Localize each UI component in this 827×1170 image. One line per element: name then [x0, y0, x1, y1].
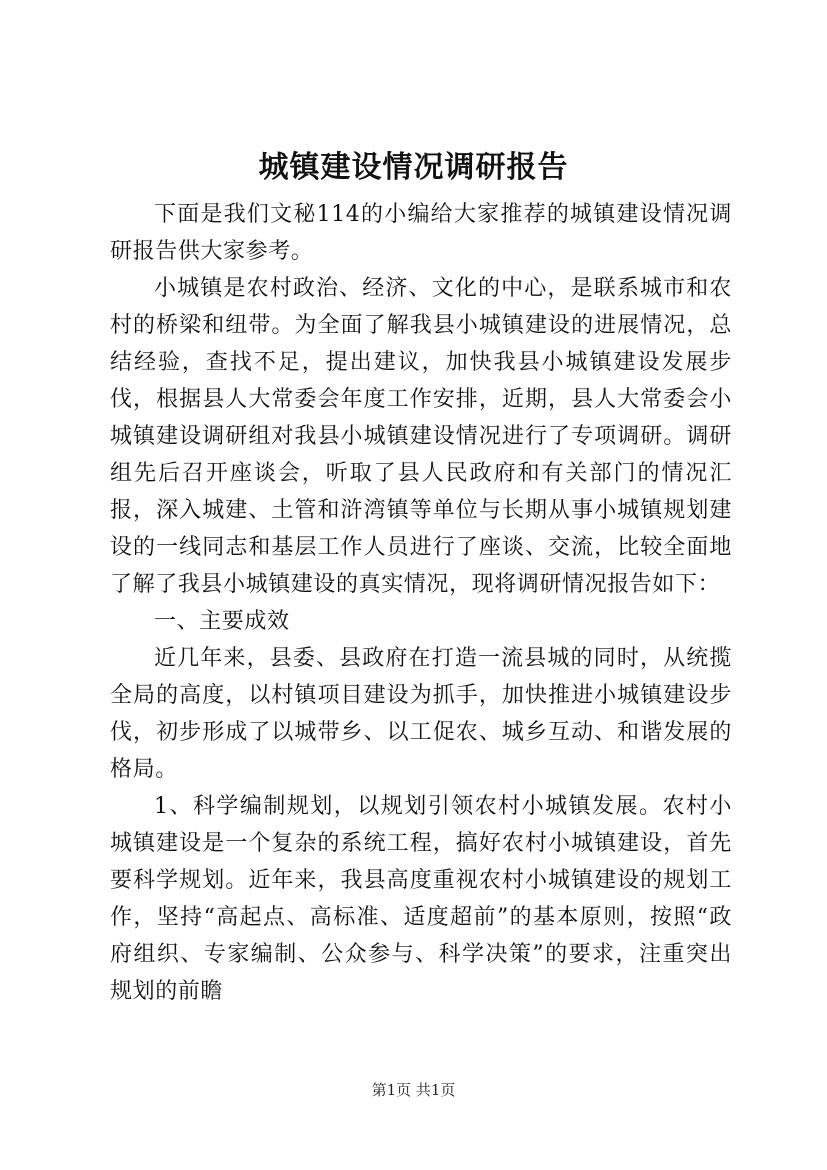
intro-paragraph: 下面是我们文秘114的小编给大家推荐的城镇建设情况调研报告供大家参考。 — [110, 202, 732, 264]
section-heading: 一、主要成效 — [154, 609, 290, 634]
page-footer: 第1页 共1页 — [371, 1081, 456, 1099]
achievements-paragraph: 近几年来，县委、县政府在打造一流县城的同时，从统揽全局的高度，以村镇项目建设为抓手，加快推进小城镇建设步伐，初步形成了以城带乡、以工促农、城乡互动、和谐发展的格局。 — [110, 646, 732, 782]
background-paragraph: 小城镇是农村政治、经济、文化的中心，是联系城市和农村的桥梁和纽带。为全面了解我县小城镇建设的进展情况，总结经验，查找不足，提出建议，加快我县小城镇建设发展步伐，根据县人大常委会年度工作安排，近期，县人大常委会小城镇建设调研组对我县小城镇建设情况进行了专项调研。调研组先后召开座谈会，听取了县人民政府和有关部门的情况汇报，深入城建、土管和浒湾镇等单位与长期从事小城镇规划建设的一线同志和基层工作人员进行了座谈、交流，比较全面地了解了我县小城镇建设的真实情况，现将调研情况报告如下： — [110, 276, 732, 597]
planning-paragraph: 1、科学编制规划，以规划引领农村小城镇发展。农村小城镇建设是一个复杂的系统工程，搞好农村小城镇建设，首先要科学规划。近年来，我县高度重视农村小城镇建设的规划工作，坚持“高起点、高标准、适度超前”的基本原则，按照“政府组织、专家编制、公众参与、科学决策”的要求，注重突出规划的前瞻 — [110, 794, 732, 1004]
document-body — [110, 196, 732, 1010]
document-title: 城镇建设情况调研报告 — [258, 150, 569, 185]
